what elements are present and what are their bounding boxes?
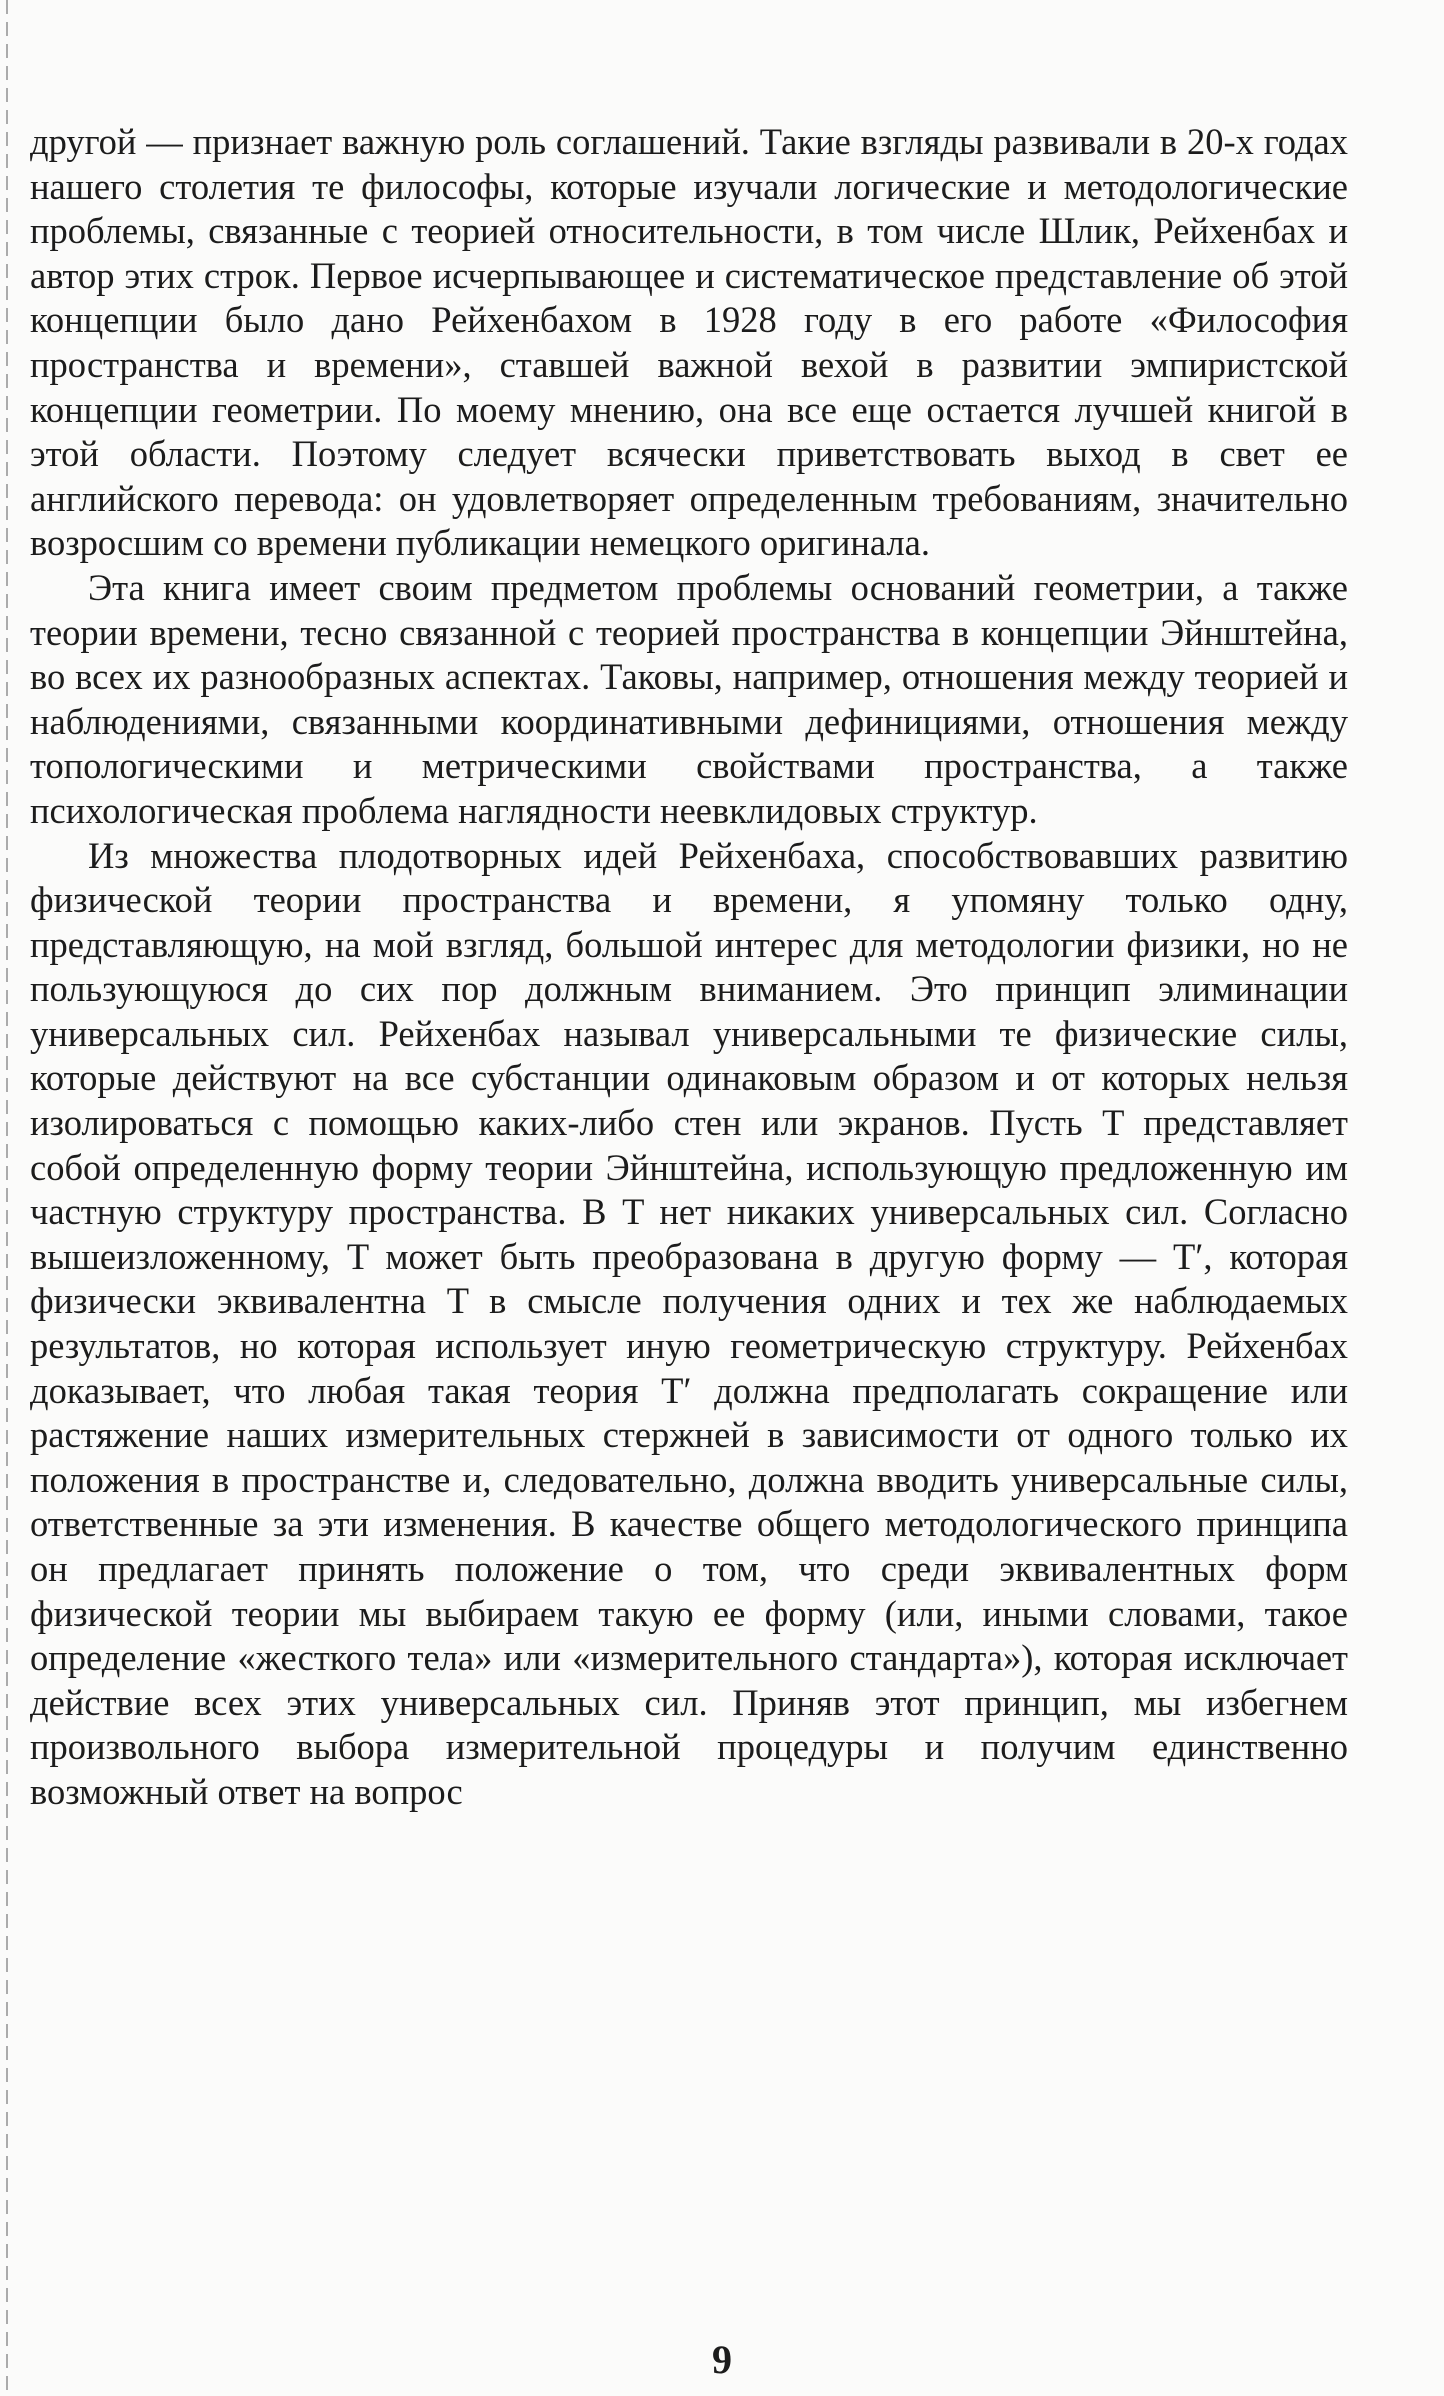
scan-edge-line — [6, 0, 8, 2396]
paragraph-3: Из множества плодотворных идей Рейхенбаха, способствовавших развитию физической теории пространства и времени, я упомяну только одну, представляющую, на мой взгляд, большой интерес для методологии физики, но не пользующуюся до сих пор должным вниманием. Это принцип элиминации универсальных сил. Рейхенбах называл универсальными те физические силы, которые действуют на все субстанции одинаковым образом и от которых нельзя изолироваться с помощью каких-либо стен или экранов. Пусть T представляет собой определенную форму теории Эйнштейна, использующую предложенную им частную структуру пространства. В T нет никаких универсальных сил. Согласно вышеизложенному, T может быть преобразована в другую форму — T′, которая физически эквивалентна T в смысле получения одних и тех же наблюдаемых результатов, но которая использует иную геометрическую структуру. Рейхенбах доказывает, что любая такая теория T′ должна предполагать сокращение или растяжение наших измерительных стержней в зависимости от одного только их положения в пространстве и, следовательно, должна вводить универсальные силы, ответственные за эти изменения. В качестве общего методологического принципа он предлагает принять положение о том, что среди эквивалентных форм физической теории мы выбираем такую ее форму (или, иными словами, такое определение «жесткого тела» или «измерительного стандарта»), которая исключает действие всех этих универсальных сил. Приняв этот принцип, мы избегнем произвольного выбора измерительной процедуры и получим единственно возможный ответ на вопрос — [30, 834, 1348, 1812]
page-number: 9 — [712, 2337, 732, 2382]
paragraph-2: Эта книга имеет своим предметом проблемы оснований геометрии, а также теории времени, тесно связанной с теорией пространства в концепции Эйнштейна, во всех их разнообразных аспектах. Таковы, например, отношения между теорией и наблюдениями, связанными координативными дефинициями, отношения между топологическими и метрическими свойствами пространства, а также психологическая проблема наглядности неевклидовых структур. — [30, 566, 1348, 831]
paragraph-1: другой — признает важную роль соглашений. Такие взгляды развивали в 20-х годах нашего столетия те философы, которые изучали логические и методологические проблемы, связанные с теорией относительности, в том числе Шлик, Рейхенбах и автор этих строк. Первое исчерпывающее и систематическое представление об этой концепции было дано Рейхенбахом в 1928 году в его работе «Философия пространства и времени», ставшей важной вехой в развитии эмпиристской концепции геометрии. По моему мнению, она все еще остается лучшей книгой в этой области. Поэтому следует всячески приветствовать выход в свет ее английского перевода: он удовлетворяет определенным требованиям, значительно возросшим со времени публикации немецкого оригинала. — [30, 121, 1348, 564]
main-text — [30, 120, 1348, 1815]
